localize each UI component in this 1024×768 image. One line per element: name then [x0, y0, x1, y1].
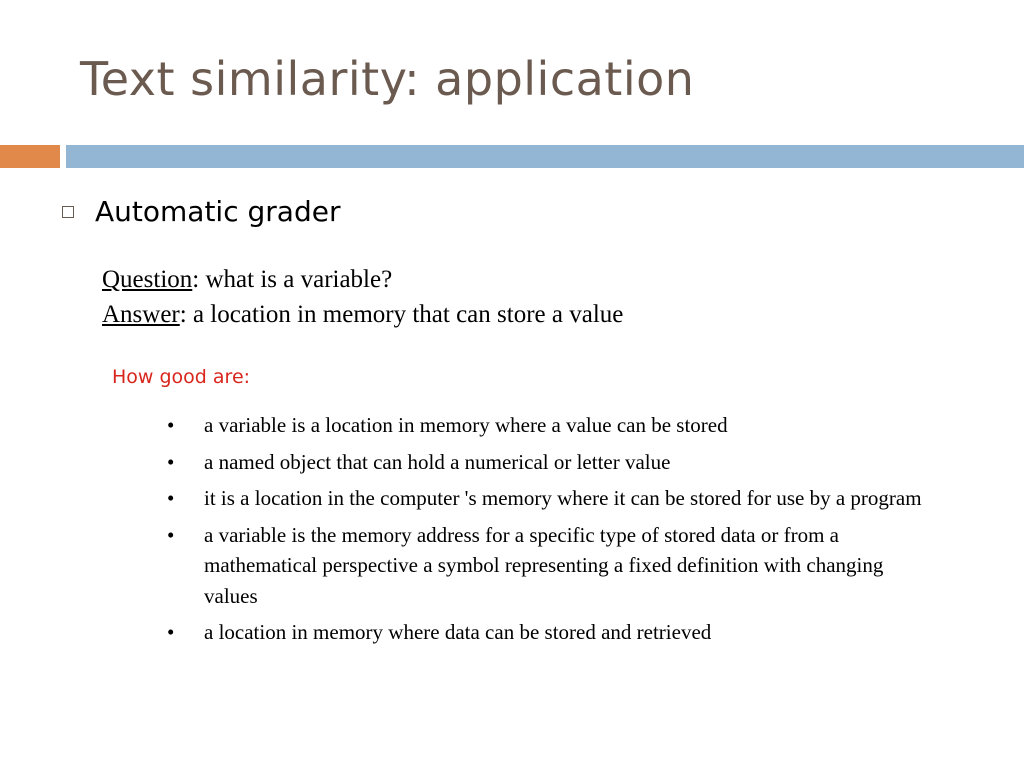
- main-bullet: [62, 195, 340, 228]
- list-item: [164, 447, 924, 478]
- list-item-text: a named object that can hold a numerical or letter value: [204, 449, 671, 474]
- list-item: [164, 410, 924, 441]
- answer-line: [102, 297, 623, 332]
- question-text: : what is a variable?: [192, 266, 393, 293]
- accent-bar-blue: [66, 145, 1024, 168]
- square-bullet-icon: [62, 206, 74, 218]
- bullet-dot: •: [167, 486, 175, 510]
- how-good-heading: How good are:: [112, 366, 251, 388]
- list-item-text: a variable is a location in memory where a value can be stored: [204, 413, 728, 437]
- list-item: [164, 483, 924, 514]
- accent-bar-orange: [0, 145, 60, 168]
- list-item: [164, 617, 924, 648]
- bullet-dot: •: [167, 522, 175, 547]
- bullet-dot: •: [167, 413, 175, 437]
- question-line: [102, 262, 623, 297]
- bullet-dot: •: [167, 620, 175, 644]
- list-item: [164, 520, 924, 612]
- slide-title: Text similarity: application: [80, 52, 695, 106]
- bullet-text: Automatic grader: [95, 195, 341, 228]
- candidate-answers-list: [164, 410, 924, 654]
- question-label: Question: [102, 266, 193, 293]
- bullet-dot: •: [167, 449, 175, 474]
- list-item-text: a variable is the memory address for a specific type of stored data or from a mathematical perspective a symbol representing a fixed definition with changing values: [204, 522, 884, 608]
- answer-label: Answer: [102, 301, 180, 328]
- question-answer-block: [102, 262, 623, 332]
- list-item-text: it is a location in the computer 's memory where it can be stored for use by a program: [204, 486, 922, 510]
- answer-text: : a location in memory that can store a value: [179, 301, 624, 328]
- list-item-text: a location in memory where data can be stored and retrieved: [204, 620, 712, 644]
